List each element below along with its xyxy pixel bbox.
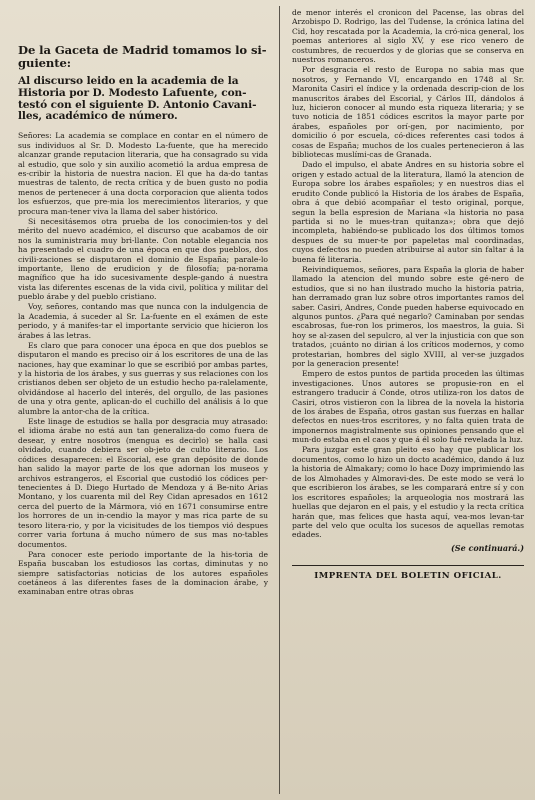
paragraph: Si necesitásemos otra prueba de los conocimien-tos y del mérito del nuevo académico, el discurso que acabamos de oir nos la suministraria muy bri-llante. Con notable elegancia nos ha presentado el cuadro de una época en que dos pueblos, dos civili-zaciones se disputaron el dominio de España; parale-lo importante, lleno de erudicion y de filosofía; pa-norama magnífico que ha ido sucesivamente desple-gando á nuestra vista las diferentes escenas de la vida civil, política y militar del pueblo árabe y del pueblo cristiano. — [18, 216, 268, 302]
paragraph: Por desgracia el resto de Europa no sabia mas que nosotros, y Fernando VI, encargando en 1748 al Sr. Maronita Casiri el índice y la ordenada descrip-cion de los manuscritos árabes del Escorial, y Cárlos III, dándolos á luz, hicieron conocer al mundo esta riqueza literaria; y se tuvo noticia de 1851 códices escritos la mayor parte por árabes, españoles por orí-gen, por nacimiento, por domicilio ó por escuela, có-dices referentes casi todos á cosas de España; muchos de los cuales pertenecieron á las bibliotecas muslími-cas de Granada. — [292, 65, 524, 160]
paragraph: Voy, señores, contando mas que nunca con la indulgencia de la Academia, á suceder al Sr. La-fuente en el exámen de este periodo, y á manifes-tar el importante servicio que hicieron los árabes á las letras. — [18, 302, 268, 340]
imprint-divider — [292, 565, 524, 566]
article-heading: De la Gaceta de Madrid tomamos lo si-guiente: — [18, 43, 267, 70]
article-subheading: Al discurso leido en la academia de la Historia por D. Modesto Lafuente, con-testó con el siguiente D. Antonio Cavani-lles, académico de número. — [18, 75, 257, 123]
column-divider — [279, 6, 280, 794]
paragraph: Señores: La academia se complace en contar en el número de sus individuos al Sr. D. Modesto La-fuente, que ha merecido alcanzar grande reputacion literaria, que ha consagrado su vida al estudio, que solo y sin auxilio acometió la ardua empresa de es-cribir la historia de nuestra nacion. El que ha da-do tantas muestras de talento, de recta crítica y de buen gusto no podia menos de pertenecer á una docta corporacion que alienta todos los esfuerzos, que pre-mia los merecimientos literarios, y que procura man-tener viva la llama del saber histórico. — [18, 131, 268, 216]
paragraph: Para conocer este periodo importante de la his-toria de España buscaban los estudiosos las cortas, diminutas y no siempre satisfactorias noticias de los autores españoles coetáneos á las diferentes fases de la dominacion árabe, y examinaban entre otras obras — [18, 549, 268, 597]
paragraph: de menor interés el cronicon del Pacense, las obras del Arzobispo D. Rodrigo, las del Tudense, la crónica latina del Cid, hoy rescatada por la Academia, la cró-nica general, los poemas anteriores al siglo XV, y ese rico venero de costumbres, de recuerdos y de glorias que se conserva en nuestros romanceros. — [292, 8, 524, 65]
paragraph: Este linage de estudios se halla por desgracia muy atrasado: el idioma árabe no está aun tan generaliza-do como fuera de desear, y entre nosotros (mengua es decirlo) se halla casi olvidado, cuando debiera ser ob-jeto de culto literario. Los códices desaparecen: el Escorial, ese gran depósito de donde han salido la mayor parte de los que adornan los museos y archivos estrangeros, el Escorial que custodió los códices per-tenecientes á D. Diego Hurtado de Mendoza y á Be-nito Arias Montano, y los cuarenta mil del Rey Cidan apresados en 1612 cerca del puerto de la Mármora, vió en 1671 consumirse entre los horrores de un in-cendio la mayor y mas rica parte de su tesoro litera-rio, y por la vicisitudes de los tiempos vió despues correr varia fortuna á mucho número de sus mas no-tables documentos. — [18, 416, 268, 549]
left-column — [18, 8, 268, 794]
paragraph: Empero de estos puntos de partida proceden las últimas investigaciones. Unos autores se propusie-ron en el estrangero traducir á Conde, otros utiliza-ron los datos de Casiri, otros vistieron con la librea de la novela la historia de los árabes de España, otros gastan sus fuerzas en hallar defectos en nues-tros escritores, y no falta quien trata de imponernos magistralmente sus opiniones pensando que el mun-do estaba en el caos y que á él solo fué revelada la luz. — [292, 369, 524, 445]
paragraph: Reivindiquemos, señores, para España la gloria de haber llamado la atencion del mundo sobre este gé-nero de estudios, que si no han ilustrado mucho la historia patria, han derramado gran luz sobre otros importantes ramos del saber. Casiri, Andres, Conde pueden haberse equivocado en algunos puntos. ¿Para qué negarlo? Caminaban por sendas escabrosas, fue-ron los primeros, los maestros, la guia. Si hoy se al-zasen del sepulcro, al ver la injusticia con que son tratados, ¡cuánto no dirian á los críticos modernos, y como protestarian, hombres del siglo XVIII, al ver-se juzgados por la generacion presente! — [292, 264, 524, 369]
imprint-line: IMPRENTA DEL BOLETIN OFICIAL. — [314, 571, 502, 582]
paragraph: Es claro que para conocer una época en que dos pueblos se disputaron el mando es preciso oir á los escritores de una de las naciones, hay que examinar lo que se escribió por ambas partes, y la historia de los árabes, y sus guerras y sus relaciones con los cristianos deben ser objeto de un estudio hecho pa-ralelamente, olvidándose al hacerlo del interés, del orgullo, de las pasiones de una y otra gente, aplican-do el cuchillo del análisis á lo que alumbre la antor-cha de la crítica. — [18, 340, 268, 416]
paragraph: Para juzgar este gran pleito eso hay que publicar los documentos, como lo hizo un docto académico, dando á luz la historia de Almakary; como lo hace Dozy imprimiendo las de los Almohades y Almoravi-des. De este modo se verá lo que escribieron los árabes, se les comparará entre sí y con los escritores españoles; la arqueologia nos mostrará las huellas que dejaron en el pais, y el estudio y la recta crítica harán que, mas felices que hasta aquí, vea-mos levan-tar parte del velo que oculta los sucesos de aquellas remotas edades. — [292, 445, 524, 540]
paragraph: Dado el impulso, el abate Andres en su historia sobre el origen y estado actual de la literatura, llamó la atencion de Europa sobre los árabes españoles; y en nuestros dias el erudito Conde publicó la Historia de los árabes de España, obra á que debió acompañar el testo original, porque, segun la bella espresion de Mariana «la historia no pasa partida si no le mues-tran quitanza»; obra que dejó incompleta, habiéndo-se publicado los dos últimos tomos despues de su muer-te por papeletas mal coordinadas, cuyos defectos no pueden atribuirse al autor sin faltar á la buena fé literaria. — [292, 160, 524, 264]
continuation-note: (Se continuará.) — [451, 542, 524, 553]
right-column — [292, 8, 524, 794]
